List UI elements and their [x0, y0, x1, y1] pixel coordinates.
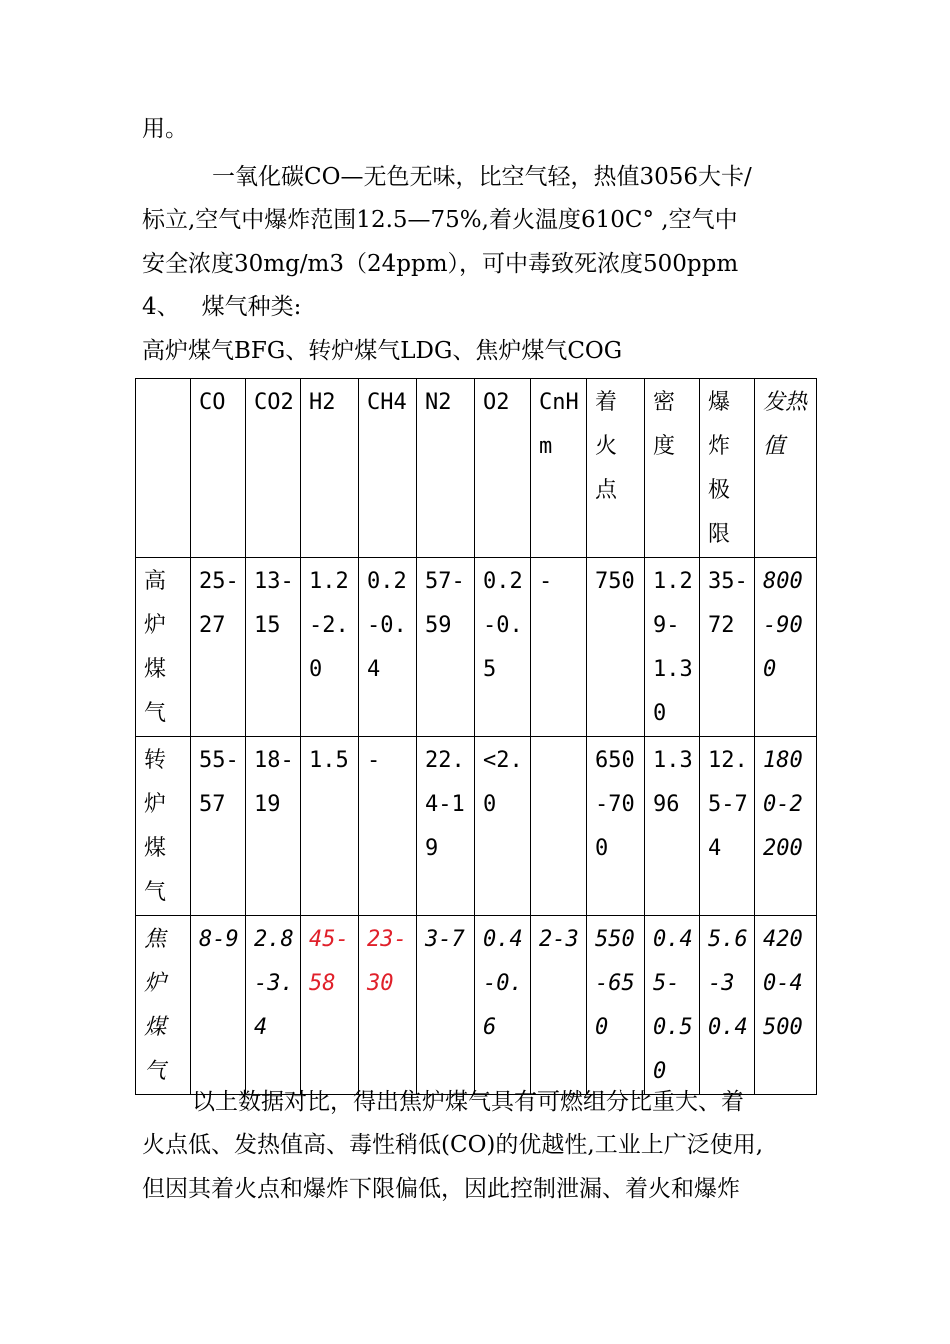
table-cell: 800-900 [755, 558, 817, 737]
paragraph-line: 以上数据对比，得出焦炉煤气具有可燃组分比重大、着 [192, 1089, 744, 1115]
paragraph-line: 一氧化碳CO—无色无味，比空气轻，热值3056大卡/ [212, 164, 752, 190]
table-cell: 0.2-0.5 [475, 558, 531, 737]
row-label: 高炉煤气 [136, 558, 191, 737]
table-cell: 13-15 [246, 558, 301, 737]
table-row [136, 737, 817, 916]
table-header-cell: CO2 [246, 379, 301, 558]
table-header-cell: CnHm [531, 379, 587, 558]
gas-composition-table [135, 378, 817, 1095]
table-header-cell: 爆炸极限 [700, 379, 755, 558]
table-cell: 4200-4500 [755, 916, 817, 1095]
table-cell: 8-9 [191, 916, 246, 1095]
table-cell: 35-72 [700, 558, 755, 737]
table-cell: - [531, 558, 587, 737]
table-cell-highlighted: 23-30 [359, 916, 417, 1095]
paragraph-line: 标立,空气中爆炸范围12.5—75%,着火温度610C° ,空气中 [142, 207, 738, 233]
table-row [136, 916, 817, 1095]
table-cell: 1800-2200 [755, 737, 817, 916]
table-cell: - [359, 737, 417, 916]
table-cell: 18-19 [246, 737, 301, 916]
table-cell: <2.0 [475, 737, 531, 916]
table-header-row [136, 379, 817, 558]
table-cell: 2-3 [531, 916, 587, 1095]
table-cell: 25-27 [191, 558, 246, 737]
table-header-cell: 密度 [645, 379, 700, 558]
table-cell: 57-59 [417, 558, 475, 737]
table-row [136, 558, 817, 737]
table-cell: 550-650 [587, 916, 645, 1095]
table-cell: 12.5-74 [700, 737, 755, 916]
table-cell: 5.6-30.4 [700, 916, 755, 1095]
table-cell: 650-700 [587, 737, 645, 916]
table-header-cell: H2 [301, 379, 359, 558]
table-header-cell: 着火点 [587, 379, 645, 558]
row-label: 转炉煤气 [136, 737, 191, 916]
table-cell: 1.29-1.30 [645, 558, 700, 737]
table-cell: 22.4-19 [417, 737, 475, 916]
table-cell: 0.45-0.50 [645, 916, 700, 1095]
section-heading: 4、 煤气种类: [142, 294, 302, 320]
paragraph-line: 安全浓度30mg/m3（24ppm），可中毒致死浓度500ppm [142, 251, 739, 277]
table-cell: 0.2-0.4 [359, 558, 417, 737]
table-cell [531, 737, 587, 916]
table-cell: 1.396 [645, 737, 700, 916]
table-header-cell: CH4 [359, 379, 417, 558]
table-cell: 3-7 [417, 916, 475, 1095]
table-cell-highlighted: 45-58 [301, 916, 359, 1095]
table-header-cell [136, 379, 191, 558]
paragraph-line: 火点低、发热值高、毒性稍低(CO)的优越性,工业上广泛使用, [142, 1132, 764, 1158]
table-cell: 0.4-0.6 [475, 916, 531, 1095]
table-header-cell: N2 [417, 379, 475, 558]
table-header-cell: 发热值 [755, 379, 817, 558]
paragraph-line: 用。 [142, 116, 188, 142]
table-cell: 2.8-3.4 [246, 916, 301, 1095]
table-cell: 1.5 [301, 737, 359, 916]
table-cell: 1.2-2.0 [301, 558, 359, 737]
table-header-cell: CO [191, 379, 246, 558]
row-label: 焦炉煤气 [136, 916, 191, 1095]
table-header-cell: O2 [475, 379, 531, 558]
paragraph-line: 但因其着火点和爆炸下限偏低，因此控制泄漏、着火和爆炸 [142, 1176, 740, 1202]
table-cell: 55-57 [191, 737, 246, 916]
table-cell: 750 [587, 558, 645, 737]
paragraph-line: 高炉煤气BFG、转炉煤气LDG、焦炉煤气COG [142, 338, 623, 364]
